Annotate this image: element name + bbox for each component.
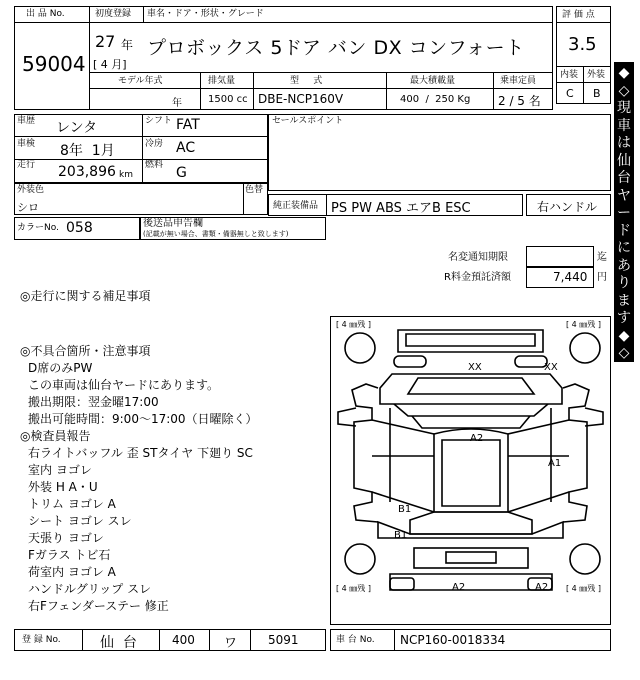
color-no: 058 bbox=[66, 220, 93, 236]
sidebar-char: ◇ bbox=[618, 345, 630, 361]
inspection: 8年 1月 bbox=[60, 143, 115, 159]
mark-hood-left: XX bbox=[468, 362, 482, 373]
sidebar-char: ー bbox=[617, 205, 631, 221]
model-code: DBE-NCP160V bbox=[258, 92, 344, 106]
yard-location-banner bbox=[614, 62, 634, 362]
car-name-label: 車名・ドア・形状・グレード bbox=[147, 9, 264, 19]
driving-heading: ◎走行に関する補足事項 bbox=[20, 289, 151, 303]
interior-grade: C bbox=[566, 87, 574, 100]
inspector-line: 荷室内 ヨゴレ A bbox=[28, 565, 116, 579]
sidebar-char: 現 bbox=[617, 100, 631, 116]
defect-line: 搬出期限：翌金曜17:00 bbox=[28, 395, 159, 409]
headlight-right bbox=[515, 356, 547, 367]
details-frame bbox=[14, 114, 268, 183]
inspector-line: Fガラス トビ石 bbox=[28, 548, 111, 562]
inspector-line: シート ヨゴレ スレ bbox=[28, 514, 132, 528]
mileage-unit: km bbox=[119, 170, 133, 180]
sidebar-char: り bbox=[617, 275, 631, 291]
tire-tread-front-left: [ 4 ㎜残 ] bbox=[336, 320, 371, 329]
max-load-label: 最大積載量 bbox=[410, 76, 456, 86]
tire-tread-rear-left: [ 4 ㎜残 ] bbox=[336, 584, 371, 593]
headlight-left bbox=[394, 356, 426, 367]
docs-note: (記載が無い場合、書類・備器無しと致します) bbox=[143, 230, 289, 238]
mark-right-side: A1 bbox=[548, 458, 562, 469]
sidebar-char: ヤ bbox=[617, 187, 631, 204]
car-diagram bbox=[330, 316, 611, 625]
fuel: G bbox=[176, 165, 187, 181]
tire-tread-rear-right: [ 4 ㎜残 ] bbox=[566, 584, 601, 593]
ext-color-frame bbox=[14, 183, 268, 215]
sidebar-char: ま bbox=[617, 292, 631, 309]
color-no-label: カラーNo. bbox=[17, 223, 59, 233]
wheel-front-left bbox=[345, 333, 375, 363]
reg-year-unit: 年 bbox=[121, 38, 134, 52]
sidebar-char: は bbox=[617, 135, 631, 151]
capacity: 2 / 5 名 bbox=[498, 94, 541, 108]
chassis-no-label: 車 台 No. bbox=[336, 635, 375, 645]
displacement-label: 排気量 bbox=[208, 76, 236, 86]
capacity-label: 乗車定員 bbox=[500, 76, 537, 86]
exterior-label: 外装 bbox=[587, 70, 606, 80]
sidebar-char: す bbox=[617, 310, 631, 326]
taillight-left bbox=[390, 578, 414, 590]
wheel-front-right bbox=[570, 333, 600, 363]
mark-left-rear-1: B1 bbox=[398, 504, 412, 515]
sidebar-char: ド bbox=[617, 222, 631, 239]
inspector-line: 右ライトバッフル 歪 STタイヤ 下廻り SC bbox=[28, 446, 253, 460]
name-change-box bbox=[526, 246, 594, 267]
name-change-unit: 迄 bbox=[597, 252, 607, 263]
defect-line: この車両は仙台ヤードにあります。 bbox=[28, 378, 220, 392]
sales-point-label: セールスポイント bbox=[272, 116, 344, 126]
reg-kana: ワ bbox=[224, 636, 238, 651]
model-code-label: 型 式 bbox=[290, 76, 323, 86]
reg-region: 仙 台 bbox=[100, 635, 137, 651]
steering: 右ハンドル bbox=[537, 200, 598, 214]
mark-left-rear-2: B1 bbox=[394, 530, 408, 541]
reg-number: 5091 bbox=[268, 633, 299, 647]
recycle-value: 7,440 bbox=[553, 270, 588, 284]
aircon: AC bbox=[176, 140, 196, 156]
lot-no: 59004 bbox=[22, 52, 86, 76]
defect-notes bbox=[20, 343, 258, 615]
defects-heading: ◎不具合箇所・注意事項 bbox=[20, 344, 151, 358]
driving-notes bbox=[20, 288, 150, 305]
reg-class-no: 400 bbox=[172, 633, 195, 647]
recycle-unit: 円 bbox=[597, 272, 607, 283]
car-name: プロボックス 5ドア バン DX コンフォート bbox=[147, 37, 525, 59]
wheel-rear-right bbox=[570, 544, 600, 574]
sidebar-char: 車 bbox=[617, 117, 631, 134]
inspector-line: 外装 H A・U bbox=[28, 480, 98, 494]
aircon-label: 冷房 bbox=[145, 139, 164, 149]
shift: FAT bbox=[176, 117, 200, 133]
inspector-line: ハンドルグリップ スレ bbox=[28, 582, 152, 596]
reg-year: 27 bbox=[95, 32, 116, 51]
left-side-outline bbox=[352, 384, 378, 522]
score-label: 評 価 点 bbox=[562, 10, 595, 20]
mark-rear-bumper-2: A2 bbox=[535, 582, 549, 593]
sidebar-char: 仙 bbox=[617, 152, 631, 169]
mileage-label: 走行 bbox=[17, 160, 36, 170]
history: レンタ bbox=[56, 120, 98, 136]
fuel-label: 燃料 bbox=[145, 160, 164, 170]
tire-tread-front-right: [ 4 ㎜残 ] bbox=[566, 320, 601, 329]
inspector-line: 右Fフェンダーステー 修正 bbox=[28, 599, 169, 613]
history-label: 車歴 bbox=[17, 116, 36, 126]
sidebar-char: に bbox=[617, 240, 631, 256]
right-side-outline bbox=[563, 384, 589, 522]
ext-color-label: 外装色 bbox=[17, 185, 45, 195]
displacement: 1500 cc bbox=[208, 94, 248, 105]
inspector-line: 室内 ヨゴレ bbox=[28, 463, 92, 477]
model-year-unit: 年 bbox=[172, 98, 182, 109]
model-year-label: モデル年式 bbox=[118, 76, 163, 86]
lot-no-label: 出 品 No. bbox=[26, 9, 65, 19]
sidebar-char: ◆ bbox=[618, 65, 630, 81]
rear-window bbox=[410, 512, 532, 534]
mileage: 203,896 bbox=[58, 164, 116, 180]
first-reg-label: 初度登録 bbox=[95, 9, 132, 19]
reg-month: [ 4 月] bbox=[93, 58, 127, 71]
equipment-label: 純正装備品 bbox=[273, 201, 319, 211]
inspector-line: トリム ヨゴレ A bbox=[28, 497, 116, 511]
name-change-label: 名変通知期限 bbox=[448, 252, 508, 263]
ext-color: シロ bbox=[17, 201, 39, 214]
sidebar-char: ◆ bbox=[618, 327, 630, 344]
score: 3.5 bbox=[568, 34, 597, 55]
mark-hood-right: XX bbox=[544, 362, 558, 373]
chassis-no: NCP160-0018334 bbox=[400, 633, 506, 647]
license-plate bbox=[446, 552, 496, 563]
wheel-rear-left bbox=[345, 544, 375, 574]
cabin-outline bbox=[394, 404, 548, 416]
exterior-grade: B bbox=[593, 87, 601, 100]
color-change-label: 色替 bbox=[245, 185, 264, 195]
sidebar-char: 台 bbox=[617, 170, 631, 186]
mark-rear-bumper-1: A2 bbox=[452, 582, 466, 593]
inspector-line: 天張り ヨゴレ bbox=[28, 531, 104, 545]
shift-label: シフト bbox=[145, 116, 173, 126]
inspector-heading: ◎検査員報告 bbox=[20, 429, 91, 443]
sidebar-char: あ bbox=[617, 257, 631, 274]
defect-line: 搬出可能時間：9:00～17:00（日曜除く） bbox=[28, 412, 258, 426]
docs-label: 後送品申告欄 bbox=[143, 218, 203, 229]
mark-roof: A2 bbox=[470, 433, 484, 444]
max-load: 400 / 250 Kg bbox=[400, 94, 471, 105]
reg-no-label: 登 録 No. bbox=[22, 635, 61, 645]
equipment: PS PW ABS エアB ESC bbox=[331, 201, 471, 216]
sidebar-char: ◇ bbox=[618, 82, 630, 99]
defect-line: D席のみPW bbox=[28, 361, 93, 375]
inspection-label: 車検 bbox=[17, 139, 36, 149]
recycle-label: R料金預託済額 bbox=[444, 272, 511, 283]
interior-label: 内装 bbox=[560, 70, 579, 80]
